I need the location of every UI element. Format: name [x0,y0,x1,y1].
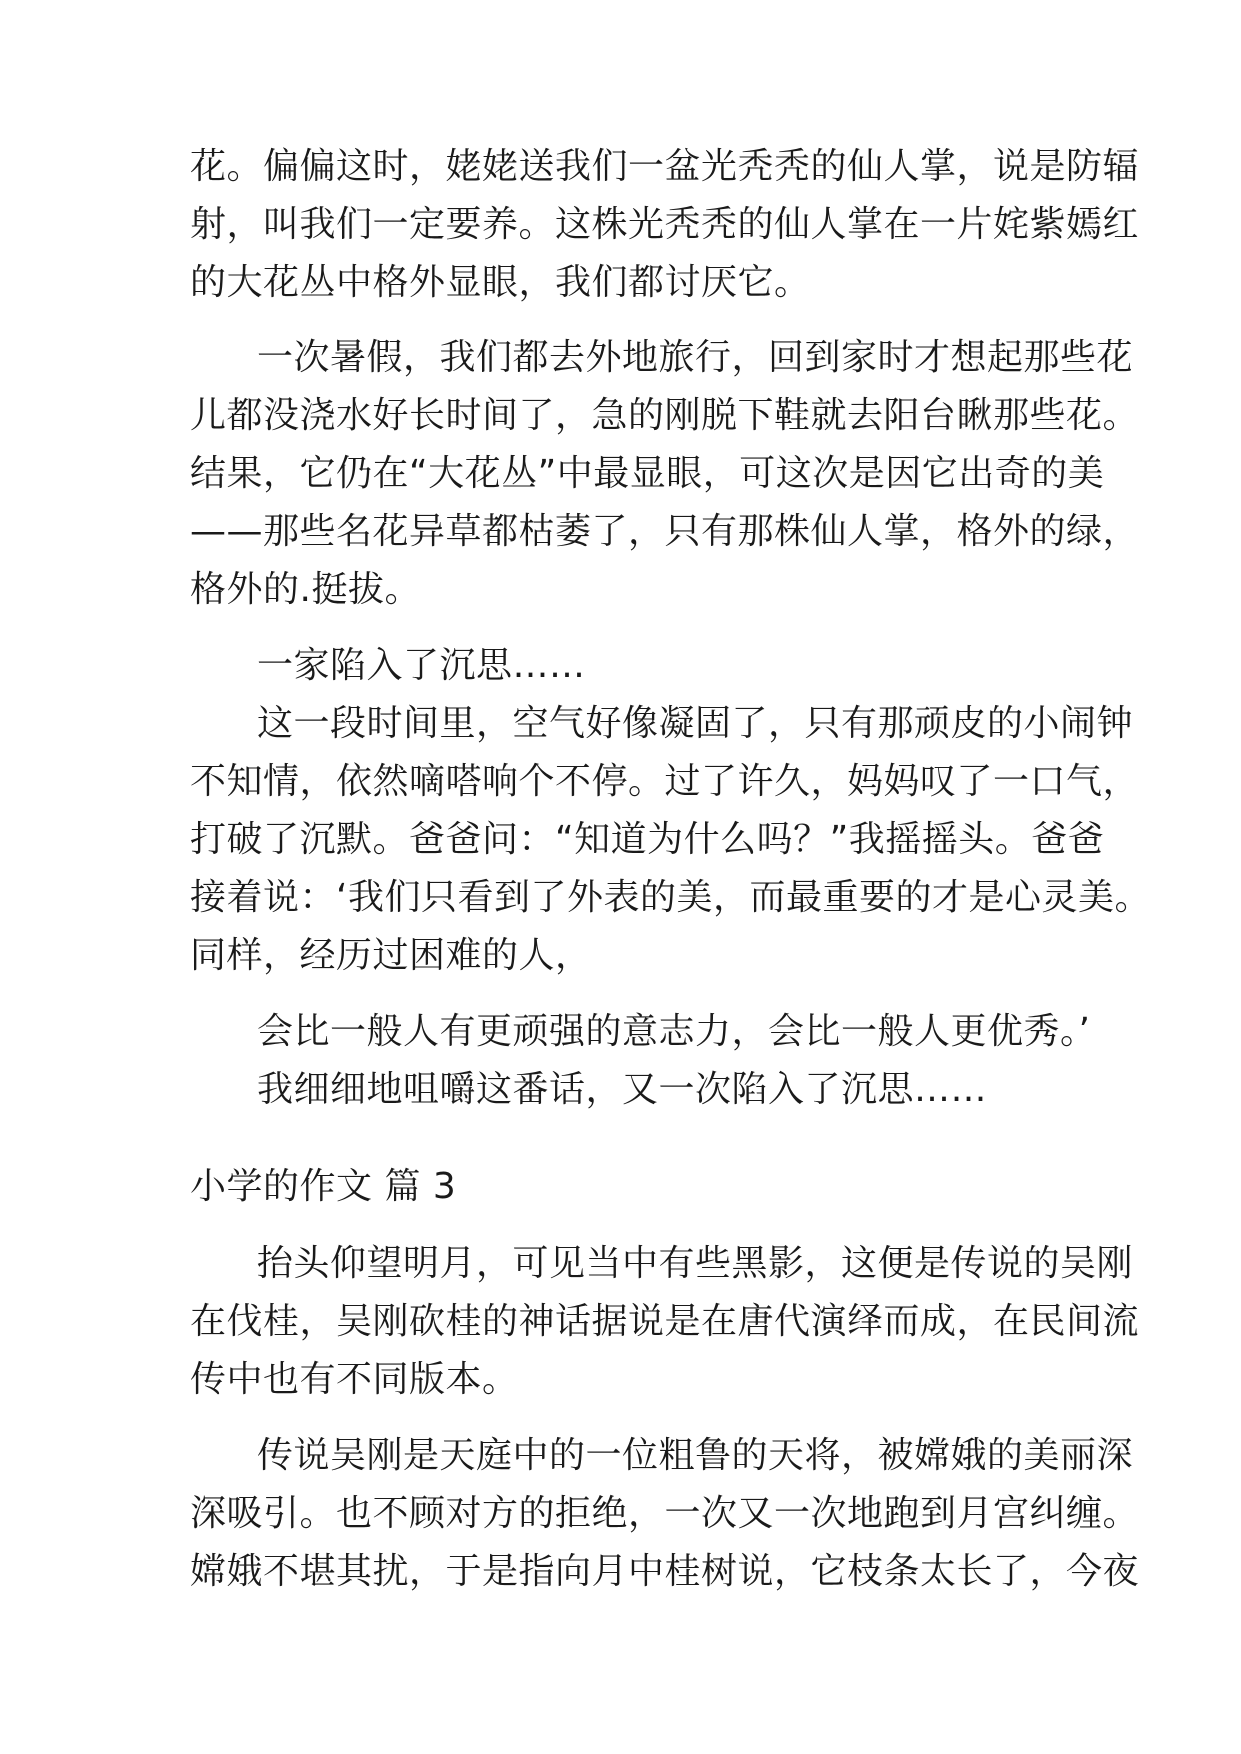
text-line: 嫦娥不堪其扰，于是指向月中桂树说，它枝条太长了，今夜 [190,1551,1140,1592]
text-line: 我细细地咀嚼这番话，又一次陷入了沉思…… [257,1069,988,1110]
text-line: 接着说：‘我们只看到了外表的美，而最重要的才是心灵美。 [190,877,1151,918]
text-line: 深吸引。也不顾对方的拒绝，一次又一次地跑到月宫纠缠。 [190,1493,1140,1534]
text-line: 打破了沉默。爸爸问：“知道为什么吗？”我摇摇头。爸爸 [190,819,1105,860]
text-line: 一次暑假，我们都去外地旅行，回到家时才想起那些花 [257,337,1134,378]
text-line: 花。偏偏这时，姥姥送我们一盆光秃秃的仙人掌，说是防辐 [190,146,1140,187]
text-line: 传中也有不同版本。 [190,1359,519,1400]
text-line: 在伐桂，吴刚砍桂的神话据说是在唐代演绎而成，在民间流 [190,1301,1140,1342]
text-line: 传说吴刚是天庭中的一位粗鲁的天将，被嫦娥的美丽深 [257,1435,1134,1476]
text-line: 会比一般人有更顽强的意志力，会比一般人更优秀。’ [257,1011,1091,1052]
text-line: 格外的.挺拔。 [190,569,421,610]
text-line: 结果，它仍在“大花丛”中最显眼，可这次是因它出奇的美 [190,453,1105,494]
text-line: 儿都没浇水好长时间了，急的刚脱下鞋就去阳台瞅那些花。 [190,395,1140,436]
text-line: 射，叫我们一定要养。这株光秃秃的仙人掌在一片姹紫嫣红 [190,204,1140,245]
text-line: ——那些名花异草都枯萎了，只有那株仙人掌，格外的绿， [190,511,1140,552]
text-line: 一家陷入了沉思…… [257,645,586,686]
section-heading: 小学的作文 篇 3 [190,1166,457,1207]
text-line: 同样，经历过困难的人， [190,935,592,976]
text-line: 的大花丛中格外显眼，我们都讨厌它。 [190,262,811,303]
text-line: 这一段时间里，空气好像凝固了，只有那顽皮的小闹钟 [257,703,1134,744]
text-line: 抬头仰望明月，可见当中有些黑影，这便是传说的吴刚 [257,1243,1134,1284]
text-line: 不知情，依然嘀嗒响个不停。过了许久，妈妈叹了一口气， [190,761,1140,802]
